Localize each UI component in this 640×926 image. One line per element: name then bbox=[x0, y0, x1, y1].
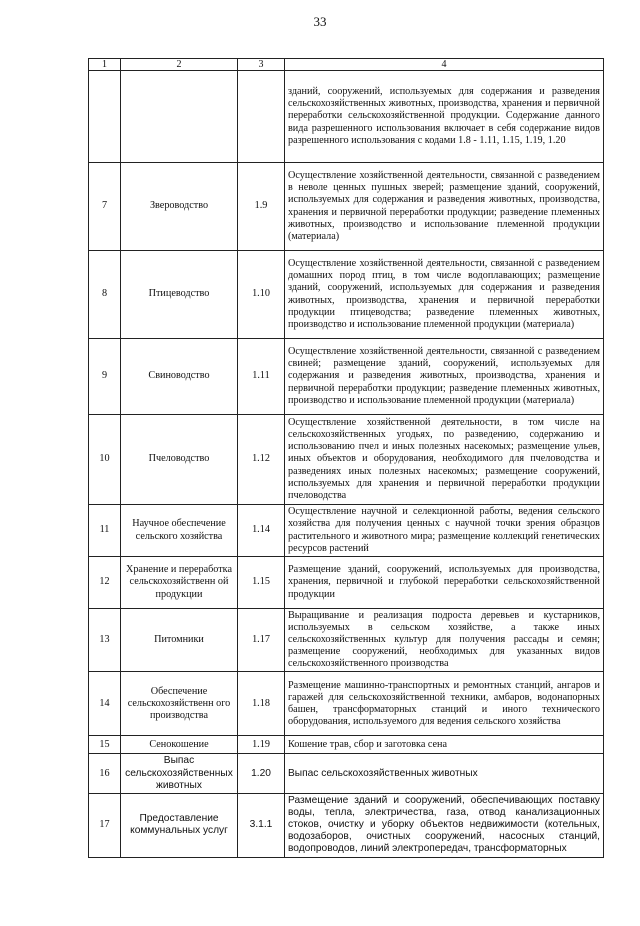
use-description: Выращивание и реализация подроста деревьев и кустарников, используемых в сельском хозяйстве, а также иных сельскохозяйственных культур для получения рассады и семян; размещение сооружений, необходимых для указанных видов сельскохозяйственного производства bbox=[285, 609, 604, 672]
use-name: Обеспечение сельскохозяйственн ого производства bbox=[121, 672, 238, 736]
use-description: Осуществление хозяйственной деятельности, связанной с разведением домашних пород птиц, в том числе водоплавающих; размещение зданий, сооружений, используемых для содержания и разведения животных, производства, хранения и первичной переработки продукции птицеводства; разведение племенных животных, производство и использование племенной продукции (материала) bbox=[285, 251, 604, 339]
row-number: 13 bbox=[89, 609, 121, 672]
use-description: Осуществление научной и селекционной работы, ведения сельского хозяйства для получения ценных с научной точки зрения образцов растительного и животного мира; размещение коллекций генетических ресурсов растений bbox=[285, 505, 604, 557]
use-code: 1.17 bbox=[238, 609, 285, 672]
use-name: Птицеводство bbox=[121, 251, 238, 339]
use-code: 1.11 bbox=[238, 339, 285, 415]
row-number: 7 bbox=[89, 163, 121, 251]
table-row bbox=[89, 736, 604, 754]
row-number: 17 bbox=[89, 793, 121, 857]
use-description: Размещение зданий и сооружений, обеспечивающих поставку воды, тепла, электричества, газа, отвод канализационных стоков, очистку и уборку объектов недвижимости (котельных, водозаборов, очистных сооружений, насосных станций, водопроводов, линий электропередач, трансформаторных bbox=[285, 793, 604, 857]
row-number bbox=[89, 71, 121, 163]
use-description: Осуществление хозяйственной деятельности, связанной с разведением свиней; размещение зданий, сооружений, используемых для содержания и разведения животных, производства, хранения и первичной переработки продукции; разведение племенных животных, производство и использование племенной продукции (материала) bbox=[285, 339, 604, 415]
use-description: Осуществление хозяйственной деятельности, в том числе на сельскохозяйственных угодьях, по разведению, содержанию и использованию пчел и иных полезных насекомых; размещение ульев, иных объектов и оборудования, необходимого для пчеловодства и разведениях иных полезных насекомых; размещение сооружений, используемых для хранения и первичной переработки продукции пчеловодства bbox=[285, 415, 604, 505]
use-code: 1.20 bbox=[238, 754, 285, 793]
row-number: 12 bbox=[89, 557, 121, 609]
use-name: Питомники bbox=[121, 609, 238, 672]
use-code: 1.19 bbox=[238, 736, 285, 754]
row-number: 14 bbox=[89, 672, 121, 736]
use-name: Предоставление коммунальных услуг bbox=[121, 793, 238, 857]
use-name: Выпас сельскохозяйственных животных bbox=[121, 754, 238, 793]
use-code bbox=[238, 71, 285, 163]
row-number: 10 bbox=[89, 415, 121, 505]
use-code: 1.9 bbox=[238, 163, 285, 251]
use-name: Хранение и переработка сельскохозяйственн ой продукции bbox=[121, 557, 238, 609]
header-col-2: 2 bbox=[121, 59, 238, 71]
table-row bbox=[89, 71, 604, 163]
table-row bbox=[89, 609, 604, 672]
header-col-3: 3 bbox=[238, 59, 285, 71]
use-code: 1.14 bbox=[238, 505, 285, 557]
use-description: Кошение трав, сбор и заготовка сена bbox=[285, 736, 604, 754]
row-number: 15 bbox=[89, 736, 121, 754]
use-description: Размещение зданий, сооружений, используемых для производства, хранения, первичной и глубокой переработки сельскохозяйственной продукции bbox=[285, 557, 604, 609]
header-col-1: 1 bbox=[89, 59, 121, 71]
table-row bbox=[89, 793, 604, 857]
row-number: 8 bbox=[89, 251, 121, 339]
land-use-table bbox=[88, 58, 604, 858]
table-row bbox=[89, 672, 604, 736]
use-description: Выпас сельскохозяйственных животных bbox=[285, 754, 604, 793]
header-col-4: 4 bbox=[285, 59, 604, 71]
use-description: Размещение машинно-транспортных и ремонтных станций, ангаров и гаражей для сельскохозяйственной техники, амбаров, водонапорных башен, трансформаторных станций и иного технического оборудования, используемого для ведения сельского хозяйства bbox=[285, 672, 604, 736]
use-code: 1.10 bbox=[238, 251, 285, 339]
use-name: Сенокошение bbox=[121, 736, 238, 754]
page-number: 33 bbox=[313, 14, 327, 29]
row-number: 11 bbox=[89, 505, 121, 557]
use-name: Свиноводство bbox=[121, 339, 238, 415]
use-name bbox=[121, 71, 238, 163]
header-row bbox=[89, 59, 604, 71]
use-description: Осуществление хозяйственной деятельности, связанной с разведением в неволе ценных пушных зверей; размещение зданий, сооружений, используемых для содержания и разведения животных, производства, хранения и первичной переработки продукции; разведение племенных животных, производство и использование племенной продукции (материала) bbox=[285, 163, 604, 251]
use-code: 1.15 bbox=[238, 557, 285, 609]
table-row bbox=[89, 754, 604, 793]
table-row bbox=[89, 163, 604, 251]
table-row bbox=[89, 415, 604, 505]
row-number: 9 bbox=[89, 339, 121, 415]
table-row bbox=[89, 505, 604, 557]
row-number: 16 bbox=[89, 754, 121, 793]
use-description: зданий, сооружений, используемых для содержания и разведения сельскохозяйственных животных, производства, хранения и первичной переработки сельскохозяйственной продукции. Содержание данного вида разрешенного использования включает в себя содержание видов разрешенного использования с кодами 1.8 - 1.11, 1.15, 1.19, 1.20 bbox=[285, 71, 604, 163]
use-code: 1.18 bbox=[238, 672, 285, 736]
table-row bbox=[89, 251, 604, 339]
use-name: Звероводство bbox=[121, 163, 238, 251]
use-name: Научное обеспечение сельского хозяйства bbox=[121, 505, 238, 557]
table-row bbox=[89, 557, 604, 609]
use-code: 3.1.1 bbox=[238, 793, 285, 857]
table-row bbox=[89, 339, 604, 415]
use-name: Пчеловодство bbox=[121, 415, 238, 505]
use-code: 1.12 bbox=[238, 415, 285, 505]
